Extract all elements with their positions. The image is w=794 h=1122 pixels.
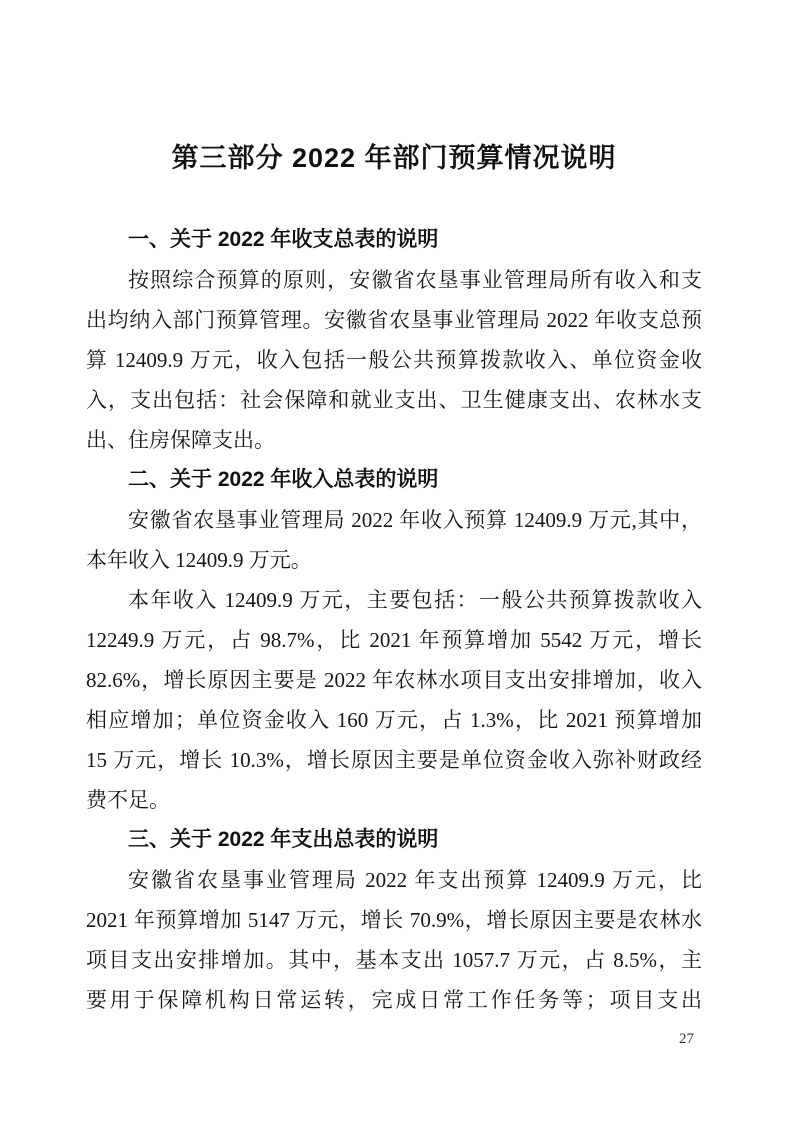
text-line: 出均纳入部门预算管理。安徽省农垦事业管理局 2022 年收支总预 xyxy=(86,308,702,332)
section-expenditure-summary xyxy=(86,820,702,1020)
text-line: 按照综合预算的原则，安徽省农垦事业管理局所有收入和支 xyxy=(128,268,702,292)
text-line: 安徽省农垦事业管理局 2022 年收入预算 12409.9 万元,其中， xyxy=(128,508,702,532)
text-line: 12249.9 万元，占 98.7%，比 2021 年预算增加 5542 万元，增长 xyxy=(86,628,702,652)
paragraph xyxy=(86,260,702,460)
text-line: 安徽省农垦事业管理局 2022 年支出预算 12409.9 万元，比 xyxy=(128,868,702,892)
text-line: 本年收入 12409.9 万元，主要包括：一般公共预算拨款收入 xyxy=(128,588,702,612)
text-line: 相应增加；单位资金收入 160 万元，占 1.3%，比 2021 预算增加 xyxy=(86,708,702,732)
text-line: 要用于保障机构日常运转，完成日常工作任务等；项目支出 xyxy=(86,988,702,1012)
paragraph xyxy=(86,580,702,820)
text-line: 入，支出包括：社会保障和就业支出、卫生健康支出、农林水支 xyxy=(86,388,702,412)
text-line: 项目支出安排增加。其中，基本支出 1057.7 万元，占 8.5%，主 xyxy=(86,948,702,972)
text-line: 算 12409.9 万元，收入包括一般公共预算拨款收入、单位资金收 xyxy=(86,348,702,372)
section-income-expense-summary xyxy=(86,220,702,460)
page-number: 27 xyxy=(679,1031,694,1047)
text-line: 15 万元，增长 10.3%，增长原因主要是单位资金收入弥补财政经 xyxy=(86,748,702,772)
text-line: 费不足。 xyxy=(86,788,170,812)
paragraph xyxy=(86,860,702,1020)
text-line: 本年收入 12409.9 万元。 xyxy=(86,548,312,572)
paragraph xyxy=(86,500,702,580)
section-heading: 三、关于 2022 年支出总表的说明 xyxy=(128,828,439,851)
text-line: 出、住房保障支出。 xyxy=(86,428,275,452)
document-title: 第三部分 2022 年部门预算情况说明 xyxy=(171,143,617,173)
section-revenue-summary xyxy=(86,460,702,820)
text-line: 82.6%，增长原因主要是 2022 年农林水项目支出安排增加，收入 xyxy=(86,668,702,692)
text-line: 2021 年预算增加 5147 万元，增长 70.9%，增长原因主要是农林水 xyxy=(86,908,702,932)
section-heading: 一、关于 2022 年收支总表的说明 xyxy=(128,228,439,251)
section-heading: 二、关于 2022 年收入总表的说明 xyxy=(128,468,439,491)
